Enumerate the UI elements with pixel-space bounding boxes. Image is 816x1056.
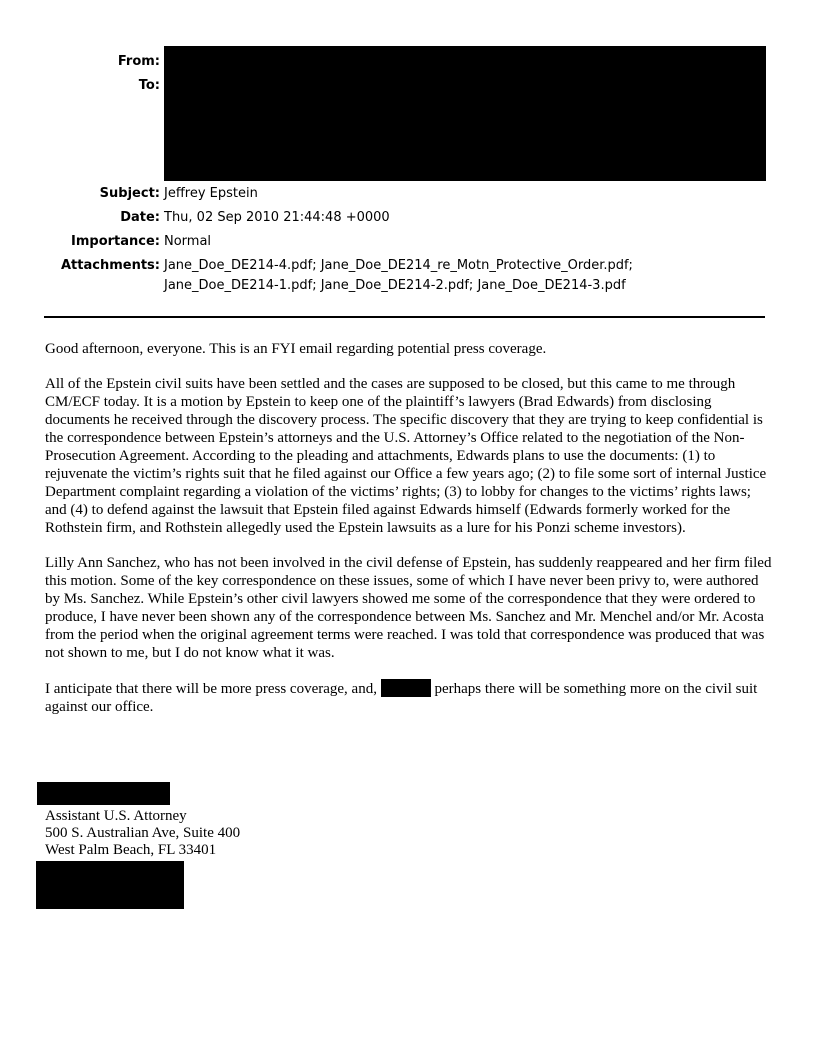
redaction-inline [381, 679, 431, 697]
attachments-label: Attachments: [61, 258, 160, 273]
subject-value: Jeffrey Epstein [164, 186, 258, 201]
importance-label: Importance: [71, 234, 160, 249]
body-paragraph-3: Lilly Ann Sanchez, who has not been involved in the civil defense of Epstein, has suddenly reappeared and her firm filed this motion. Some of the key correspondence on these issues, some of which I have never been privy to, were authored by Ms. Sanchez. While Epstein’s other civil lawyers showed me some of the correspondence that they were ordered to produce, I have never been shown any of the correspondence between Ms. Sanchez and Mr. Menchel and/or Mr. Acosta from the period when the original agreement terms were reached. I was told that correspondence was produced that was not shown to me, but I do not know what it was. [45, 555, 772, 661]
signature-block [45, 808, 240, 859]
redaction-block-contact [36, 861, 184, 909]
signature-address-line-1: 500 S. Australian Ave, Suite 400 [45, 825, 241, 841]
subject-label: Subject: [99, 186, 160, 201]
email-body [45, 340, 775, 733]
body-paragraph-4-start: I anticipate that there will be more press coverage, and, [45, 681, 381, 697]
subject-row [40, 182, 780, 206]
redaction-block-recipients [164, 46, 766, 181]
signature-address-line-2: West Palm Beach, FL 33401 [45, 842, 217, 858]
attachment-link-line-2[interactable]: Jane_Doe_DE214-1.pdf; Jane_Doe_DE214-2.pdf; Jane_Doe_DE214-3.pdf [164, 278, 626, 293]
date-value: Thu, 02 Sep 2010 21:44:48 +0000 [164, 210, 390, 225]
to-label: To: [138, 78, 160, 93]
attachments-row [40, 254, 780, 296]
header-divider [44, 316, 765, 318]
date-label: Date: [120, 210, 160, 225]
redaction-block-sender-name [37, 782, 170, 805]
body-paragraph-2: All of the Epstein civil suits have been settled and the cases are supposed to be closed, but this came to me through CM/ECF today. It is a motion by Epstein to keep one of the plaintiff’s lawyers (Brad Edwards) from disclosing documents he received through the discovery process. The specific discovery that they are trying to keep confidential is the correspondence between Epstein’s attorneys and the U.S. Attorney’s Office related to the negotiation of the Non-Prosecution Agreement. According to the pleading and attachments, Edwards plans to use the documents: (1) to rejuvenate the victim’s rights suit that he filed against our Office a few years ago; (2) to file some sort of internal Justice Department complaint regarding a violation of the victims’ rights; (3) to lobby for changes to the victims’ rights laws; and (4) to defend against the lawsuit that Epstein filed against Edwards himself (Edwards formerly worked for the Rothstein firm, and Rothstein allegedly used the Epstein lawsuits as a lure for his Ponzi scheme investors). [45, 376, 767, 536]
from-label: From: [117, 54, 160, 69]
attachments-value [164, 254, 780, 296]
importance-value: Normal [164, 234, 212, 249]
importance-row [40, 230, 780, 254]
body-paragraph-4 [45, 679, 775, 716]
attachment-link-line-1[interactable]: Jane_Doe_DE214-4.pdf; Jane_Doe_DE214_re_Motn_Protective_Order.pdf; [164, 258, 633, 273]
body-paragraph-1: Good afternoon, everyone. This is an FYI email regarding potential press coverage. [45, 341, 547, 357]
signature-title: Assistant U.S. Attorney [45, 808, 187, 824]
body-paragraph-4-end: perhaps there will be something more on the civil suit against our office. [45, 681, 758, 715]
date-row [40, 206, 780, 230]
